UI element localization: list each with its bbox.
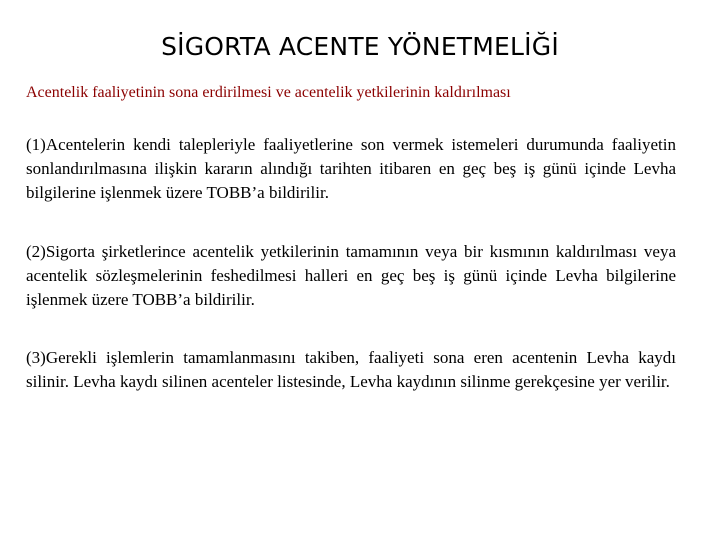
paragraph-3: (3)Gerekli işlemlerin tamamlanmasını takiben, faaliyeti sona eren acentenin Levha kaydı silinir. Levha kaydı silinen acenteler listesinde, Levha kaydının silinme gerekçesine yer verilir.: [26, 348, 676, 391]
paragraph-1: (1)Acentelerin kendi talepleriyle faaliyetlerine son vermek istemeleri durumunda faaliyetin sonlandırılmasına ilişkin kararın alındığı tarihten itibaren en geç beş iş günü içinde Levha bilgilerine işlenmek üzere TOBB’a bildirilir.: [26, 135, 676, 202]
slide-title: SİGORTA ACENTE YÖNETMELİĞİ: [161, 32, 559, 61]
paragraph-2: (2)Sigorta şirketlerince acentelik yetkilerinin tamamının veya bir kısmının kaldırılması veya acentelik sözleşmelerinin feshedilmesi halleri en geç beş iş günü içinde Levha bilgilerine işlenmek üzere TOBB’a bildirilir.: [26, 242, 676, 309]
slide-subtitle: Acentelik faaliyetinin sona erdirilmesi ve acentelik yetkilerinin kaldırılması: [26, 84, 511, 101]
